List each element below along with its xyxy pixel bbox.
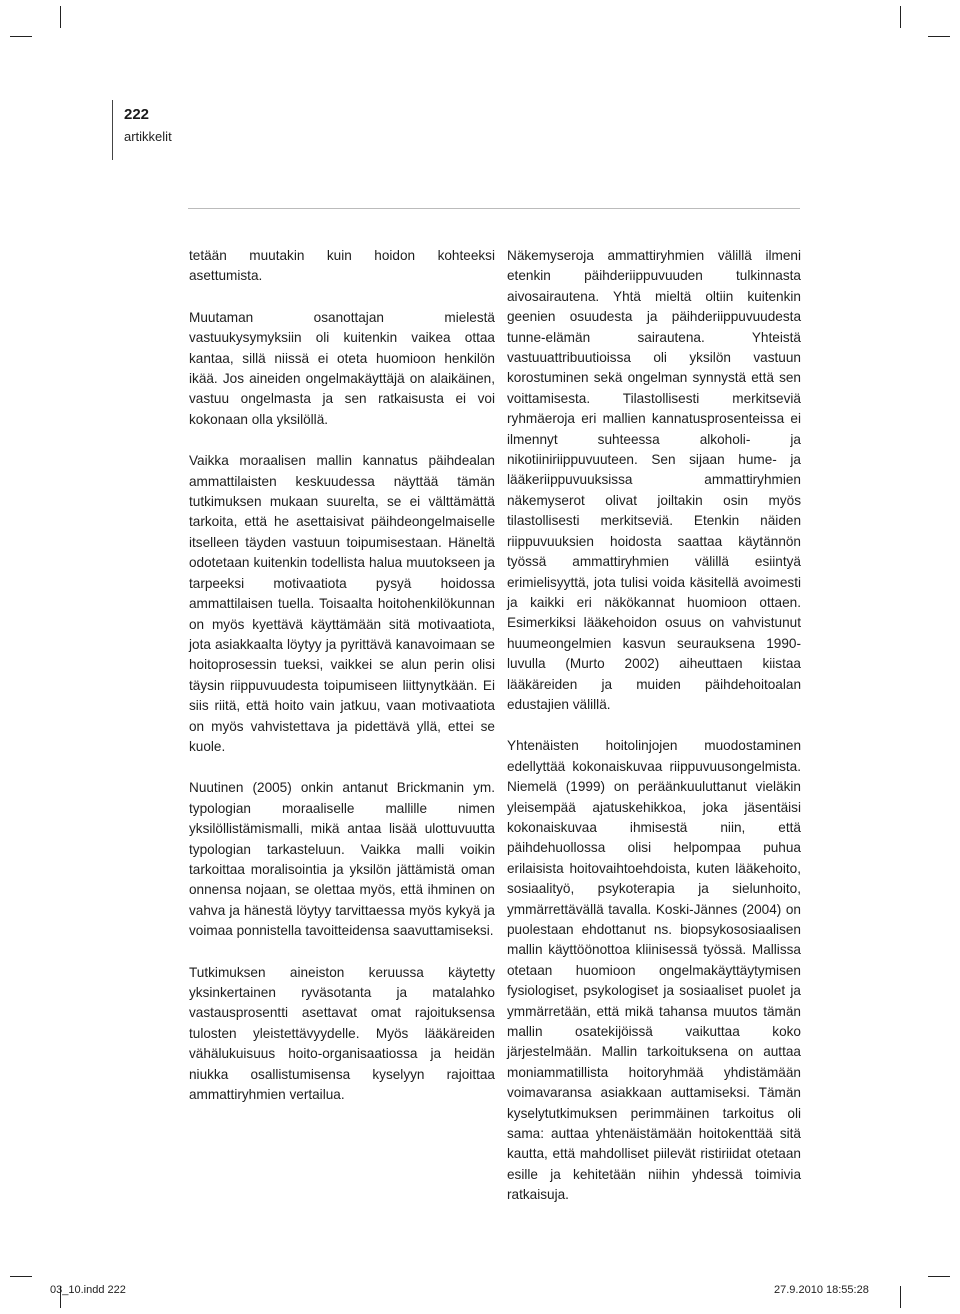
crop-mark [10,1276,32,1277]
crop-mark [928,1276,950,1277]
crop-mark [60,6,61,28]
crop-mark [900,1286,901,1308]
paragraph: Vaikka moraalisen mallin kannatus päihdealan ammattilaisten keskuudessa näyttää tämän tutkimuksen mukaan suurelta, se ei välttämättä tarkoita, että he asettaisivat päihdeongelmaiselle itselleen täyden vastuun toipumisestaan. Häneltä odotetaan kuitenkin todellista halua muutokseen ja tarpeeksi motivaatiota pysyä hoidossa ammattilaisen tuella. Toisaalta hoitohenkilökunnan on myös kyettävä käyttämään sitä motivaatiota, jota asiakkaalta löytyy ja pyrittävä kanavoimaan se hoitoprosessin tueksi, vaikkei se alun perin olisi täysin riippuvuudesta toipumiseen liittynytkään. Ei siis riitä, että hoito vain jatkuu, vaan motivaatiota on myös vahvistettava ja pidettävä yllä, ettei se kuole. [189,453,495,754]
paragraph: Tutkimuksen aineiston keruussa käytetty yksinkertainen ryväsotanta ja matalahko vastausprosentti asettavat omat rajoituksensa tulosten yleistettävyydelle. Myös lääkäreiden vähälukuisuus hoito-organisaatiossa ja heidän niukka osallistumisensa kyselyyn rajoittaa ammattiryhmien vertailua. [189,964,495,1103]
paragraph: Nuutinen (2005) onkin antanut Brickmanin ym. typologian moraaliselle mallille nimen yksilöllistämismalli, mikä antaa lisää ulottuvuutta typologian tarkasteluun. Vaikka malli voikin tarkoittaa moralisointia ja yksilön jättämistä oman onnensa nojaan, se olettaa myös, että ihminen on vahva ja hänestä löytyy tarvittaessa myös kykyä ja voimaa ponnistella tavoitteidensa saavuttamiseksi. [189,780,495,939]
paragraph: Näkemyseroja ammattiryhmien välillä ilmeni etenkin päihderiippuvuuden tulkinnasta aivosairautena. Yhtä mieltä oltiin kuitenkin geenien osuudesta ja päihderiippuvuudesta tunne-elämän sairautena. Yhteistä vastuuattribuutioissa oli yksilön vastuun korostuminen sekä ongelman synnystä että sen voittamisesta. Tilastollisesti merkitseviä ryhmäeroja eri mallien kannatusprosenteissa ei ilmennyt suhteessa alkoholi- ja nikotiiniriippuvuuteen. Sen sijaan hume- ja lääkeriippuvuuksissa ammattiryhmien näkemyserot olivat joiltakin osin myös tilastollisesti merkitseviä. Etenkin näiden riippuvuuksien hoidosta saattaa käytännön työssä ammattiryhmien välillä esiintyä erimielisyyttä, jota tulisi voida käsitellä avoimesti ja kaikki eri näkökannat huomioon ottaen. Esimerkiksi lääkehoidon osuus on vahvistunut huumeongelmien kasvun seurauksena 1990-luvulla (Murto 2002) aiheuttaen kiistaa lääkäreiden ja muiden päihdehoitoalan edustajien välillä. [507,248,801,712]
crop-mark [928,36,950,37]
paragraph: Yhtenäisten hoitolinjojen muodostaminen edellyttää kokonaiskuvaa riippuvuusongelmista. Niemelä (1999) on peräänkuuluttanut vieläkin yleisempää ajatuskehikkoa, joka jäsentäisi kokonaiskuvaa ihmisestä niin, että päihdehuollossa olisi helpompaa puhua erilaisista hoitovaihtoehdoista, kuten lääkehoito, sosiaalityö, psykoterapia ja sielunhoito, ymmärrettävällä tavalla. Koski-Jännes (2004) on puolestaan ehdottanut ns. biopsykososiaalisen mallin käyttöönottoa kliinisessä työssä. Mallissa otetaan huomioon ongelmakäyttäytymisen fysiologiset, psykologiset ja sosiaaliset puolet ja ymmärretään, että mikä tahansa muutos tämän mallin osatekijöissä vaikuttaa koko järjestelmään. Mallin tarkoituksena on auttaa moniammatillista hoitoryhmää yhdistämään voimavaransa asiakkaan auttamiseksi. Tämän kyselytutkimuksen perimmäinen tarkoitus oli sama: auttaa yhtenäistämään hoitokenttää sitä kautta, että mahdolliset piilevät ristiriidat otetaan esille ja kehitetään niihin yhdessä toimivia ratkaisuja. [507,738,801,1203]
left-column [189,246,495,1105]
paragraph: tetään muutakin kuin hoidon kohteeksi asettumista. [189,248,495,284]
crop-mark [10,36,32,37]
footer-timestamp: 27.9.2010 18:55:28 [774,1284,869,1296]
footer-file-info: 03_10.indd 222 [50,1284,126,1296]
header-divider [112,100,113,160]
section-label: artikkelit [124,129,172,144]
crop-mark [900,6,901,28]
page-header [124,106,172,145]
page-number: 222 [124,106,150,123]
right-column [507,246,801,1206]
top-rule [188,208,800,209]
paragraph: Muutaman osanottajan mielestä vastuukysymyksiin oli kuitenkin vaikea ottaa kantaa, sillä niissä ei oteta huomioon henkilön ikää. Jos aineiden ongelmakäyttäjä on alaikäinen, vastuu ongelmasta ja sen ratkaisusta ei voi kokonaan olla yksilöllä. [189,309,495,427]
